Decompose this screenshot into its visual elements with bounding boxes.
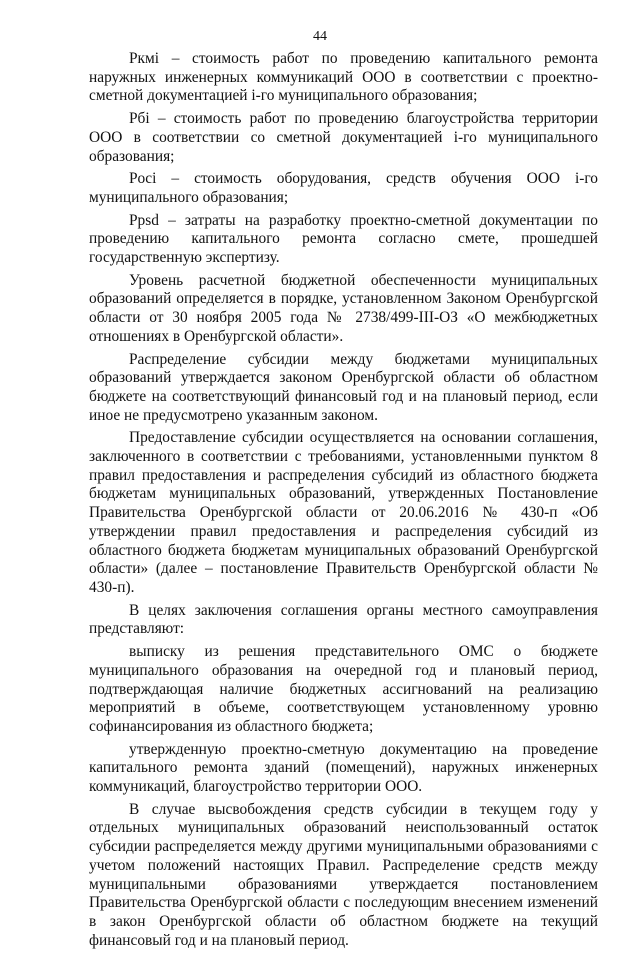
paragraph-subsidy-provision: Предоставление субсидии осуществляется на основании соглашения, заключенного в соответствии с требованиями, установленными пунктом 8 правил предоставления и распределения субсидий из областного бюджета бюджетам муниципальных образований, утвержденных Постановление Правительства Оренбургской области от 20.06.2016 № 430-п «Об утверждении правил предоставления и распределения субсидий из областного бюджета бюджетам муниципальных образований Оренбургской области» (далее – постановление Правительств Оренбургской области № 430-п). <box>89 429 598 596</box>
paragraph-poc-definition: Pоci – стоимость оборудования, средств обучения ООО i-го муниципального образования; <box>89 170 598 206</box>
document-body <box>89 50 598 954</box>
paragraph-funds-redistribution: В случае высвобождения средств субсидии в текущем году у отдельных муниципальных образований неиспользованный остаток субсидии распределяется между другими муниципальными образованиями с учетом положений настоящих Правил. Распределение средств между муниципальными образованиями утверждается постановлением Правительства Оренбургской области с последующим внесением изменений в закон Оренбургской области об областном бюджете на текущий финансовый год и на плановый период. <box>89 800 598 949</box>
paragraph-budget-extract: выписку из решения представительного ОМС о бюджете муниципального образования на очередной год и плановый период, подтверждающая наличие бюджетных ассигнований на реализацию мероприятий в объеме, соответствующем установленному уровню софинансирования из областного бюджета; <box>89 643 598 735</box>
paragraph-approved-documentation: утвержденную проектно-сметную документацию на проведение капитального ремонта зданий (помещений), наружных инженерных коммуникаций, благоустройство территории ООО. <box>89 740 598 796</box>
paragraph-ppsd-definition: Ppsd – затраты на разработку проектно-сметной документации по проведению капитального ремонта согласно смете, прошедшей государственную экспертизу. <box>89 211 598 267</box>
paragraph-pb-definition: Pбi – стоимость работ по проведению благоустройства территории ООО в соответствии со сметной документацией i-го муниципального образования; <box>89 110 598 165</box>
paragraph-agreement-intro: В целях заключения соглашения органы местного самоуправления представляют: <box>89 601 598 638</box>
paragraph-subsidy-distribution: Распределение субсидии между бюджетами муниципальных образований утверждается законом Оренбургской области об областном бюджете на соответствующий финансовый год и на плановый период, если иное не предусмотрено указанным законом. <box>89 350 598 424</box>
page-number: 44 <box>313 29 327 44</box>
paragraph-budget-sufficiency: Уровень расчетной бюджетной обеспеченности муниципальных образований определяется в порядке, установленном Законом Оренбургской области от 30 ноября 2005 года № 2738/499-III-ОЗ «О межбюджетных отношениях в Оренбургской области». <box>89 271 598 345</box>
paragraph-pkm-definition: Pкмi – стоимость работ по проведению капитального ремонта наружных инженерных коммуникаций ООО в соответствии с проектно-сметной документацией i-го муниципального образования; <box>89 50 598 105</box>
